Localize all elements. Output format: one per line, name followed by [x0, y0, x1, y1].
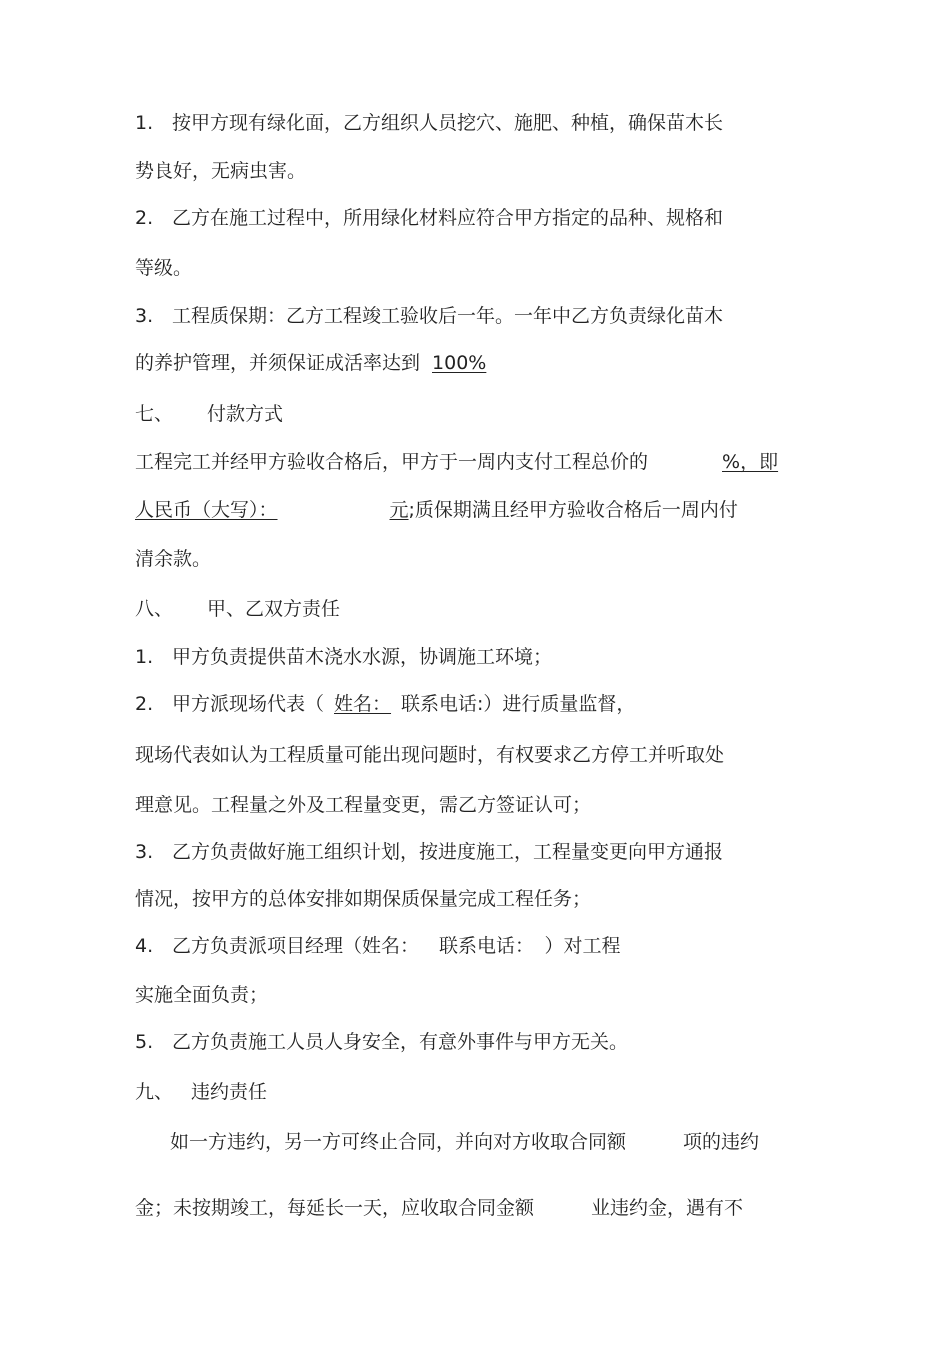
payment-percent-blank: %，即 — [722, 451, 779, 473]
section-title: 付款方式 — [207, 403, 284, 425]
payment-line-3 — [135, 547, 211, 571]
item-number: 3. — [135, 305, 154, 327]
item-text: 的养护管理，并须保证成活率达到 — [135, 352, 421, 374]
section-number: 九、 — [135, 1081, 174, 1103]
clause-7-2-line-1 — [135, 206, 723, 230]
item-number: 4. — [135, 935, 154, 957]
clause-8-2-line-3 — [135, 793, 591, 817]
survival-rate-value: 100% — [432, 352, 487, 374]
clause-8-4-line-1 — [135, 934, 621, 958]
item-text: 势良好，无病虫害。 — [135, 160, 307, 182]
payment-text: 清余款。 — [135, 548, 212, 570]
rmb-label: 人民币（大写）： — [135, 499, 278, 521]
item-text: 情况，按甲方的总体安排如期保质保量完成工程任务； — [135, 888, 592, 910]
section-title: 违约责任 — [191, 1081, 268, 1103]
payment-line-2 — [135, 498, 738, 522]
clause-7-3-line-1 — [135, 304, 723, 328]
item-number: 5. — [135, 1031, 154, 1053]
breach-text: 业违约金，遇有不 — [591, 1197, 744, 1219]
yuan-label: 元 — [389, 499, 409, 521]
item-number: 3. — [135, 841, 154, 863]
clause-7-3-line-2 — [135, 351, 486, 375]
clause-8-5 — [135, 1030, 628, 1054]
section-heading-9 — [135, 1080, 267, 1104]
item-number: 2. — [135, 207, 154, 229]
name-blank: 姓名： — [334, 693, 392, 715]
item-text: 乙方负责施工人员人身安全，有意外事件与甲方无关。 — [172, 1031, 629, 1053]
clause-8-2-line-2 — [135, 743, 724, 767]
clause-7-1-line-1 — [135, 111, 723, 135]
section-number: 七、 — [135, 403, 174, 425]
breach-text: 如一方违约，另一方可终止合同，并向对方收取合同额 — [170, 1131, 627, 1153]
item-text: 甲方派现场代表（ — [172, 693, 325, 715]
item-text: 理意见。工程量之外及工程量变更，需乙方签证认可； — [135, 794, 592, 816]
item-text: 联系电话： — [439, 935, 525, 957]
section-heading-7 — [135, 402, 283, 426]
breach-line-2 — [135, 1196, 743, 1220]
item-text: ）对工程 — [544, 935, 621, 957]
payment-text: 工程完工并经甲方验收合格后，甲方于一周内支付工程总价的 — [135, 451, 649, 473]
breach-text: 金；未按期竣工，每延长一天，应收取合同金额 — [135, 1197, 535, 1219]
payment-line-1 — [135, 450, 778, 474]
breach-line-1 — [170, 1130, 759, 1154]
section-heading-8 — [135, 597, 340, 621]
item-text: 乙方负责做好施工组织计划，按进度施工，工程量变更向甲方通报 — [172, 841, 724, 863]
clause-8-2-line-1 — [135, 692, 635, 716]
item-text: 乙方在施工过程中，所用绿化材料应符合甲方指定的品种、规格和 — [172, 207, 724, 229]
item-text: 按甲方现有绿化面，乙方组织人员挖穴、施肥、种植，确保苗木长 — [172, 112, 724, 134]
clause-8-3-line-1 — [135, 840, 723, 864]
clause-8-4-line-2 — [135, 983, 268, 1007]
item-number: 1. — [135, 112, 154, 134]
clause-8-3-line-2 — [135, 887, 591, 911]
item-text: 实施全面负责； — [135, 984, 269, 1006]
item-text: 甲方负责提供苗木浇水水源，协调施工环境； — [172, 646, 553, 668]
item-text: 工程质保期：乙方工程竣工验收后一年。一年中乙方负责绿化苗木 — [172, 305, 724, 327]
item-text: 现场代表如认为工程质量可能出现问题时，有权要求乙方停工并听取处 — [135, 744, 725, 766]
item-text: 联系电话:）进行质量监督， — [401, 693, 636, 715]
clause-7-1-line-2 — [135, 159, 306, 183]
breach-text: 项的违约 — [683, 1131, 760, 1153]
payment-text: ;质保期满且经甲方验收合格后一周内付 — [408, 499, 738, 521]
item-number: 2. — [135, 693, 154, 715]
section-number: 八、 — [135, 598, 174, 620]
item-number: 1. — [135, 646, 154, 668]
section-title: 甲、乙双方责任 — [207, 598, 341, 620]
clause-8-1 — [135, 645, 552, 669]
clause-7-2-line-2 — [135, 256, 192, 280]
item-text: 乙方负责派项目经理（姓名： — [172, 935, 420, 957]
item-text: 等级。 — [135, 257, 193, 279]
